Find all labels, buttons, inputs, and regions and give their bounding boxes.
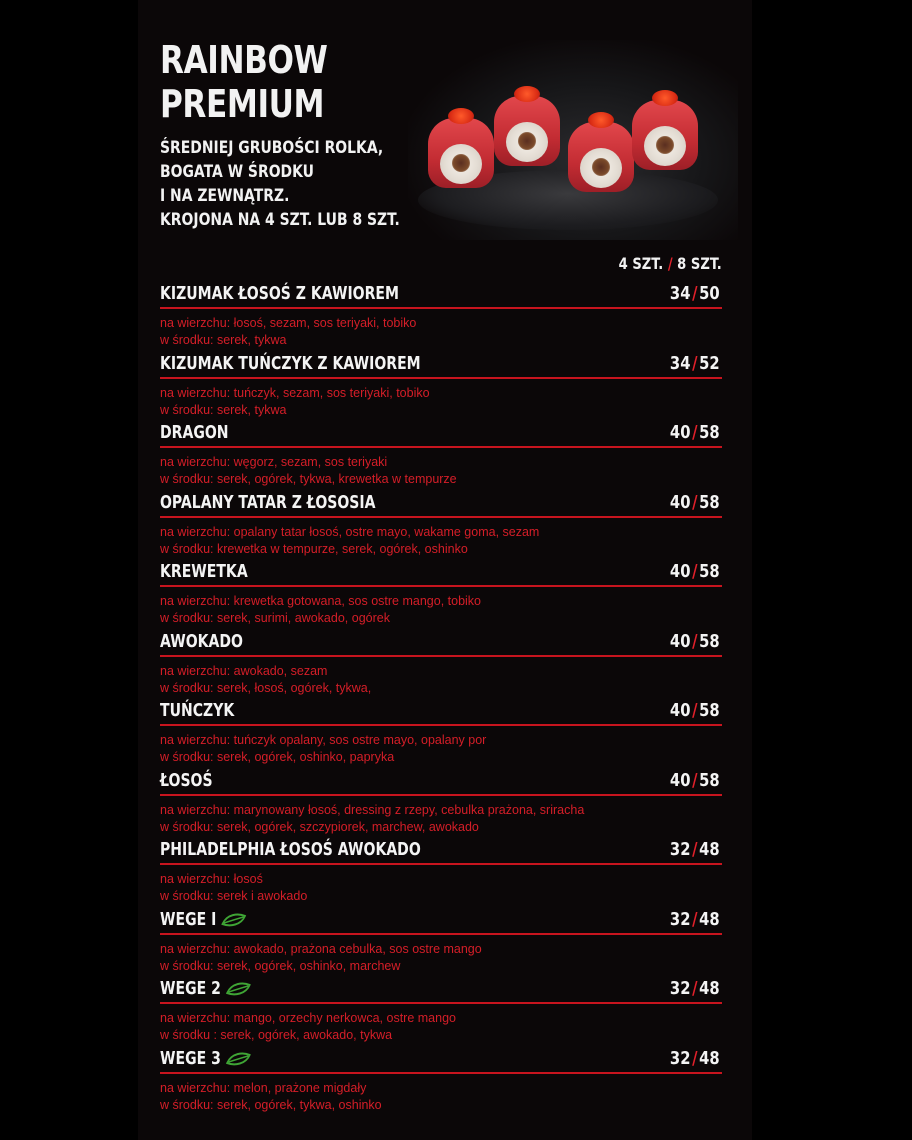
menu-item <box>160 282 722 352</box>
menu-item-name <box>160 1048 252 1070</box>
price-large: 48 <box>699 978 720 999</box>
menu-item <box>160 977 722 1047</box>
price-small: 40 <box>670 491 691 513</box>
menu-item-header <box>160 630 722 657</box>
filling-text: w środku: serek, łosoś, ogórek, tykwa, <box>160 680 372 695</box>
topping-text: na wierzchu: łosoś <box>160 872 263 886</box>
menu-item-name <box>160 631 243 653</box>
filling-text: w środku: serek, ogórek, oshinko, marchew <box>160 958 401 973</box>
menu-item <box>160 491 722 561</box>
price-small: 40 <box>670 561 691 582</box>
price-separator: / <box>692 561 698 582</box>
topping-text: na wierzchu: łosoś, sezam, sos teriyaki, tobiko <box>160 316 417 330</box>
menu-item-description <box>160 1080 722 1114</box>
menu-item-name <box>160 909 248 931</box>
menu-item <box>160 1047 722 1117</box>
price-small: 34 <box>670 283 691 304</box>
menu-item-header <box>160 769 722 796</box>
menu-item-description <box>160 593 722 627</box>
portion-sizes-header <box>619 254 722 273</box>
menu-item-header <box>160 977 722 1004</box>
filling-text: w środku: serek, tykwa <box>160 402 287 417</box>
menu-item <box>160 560 722 630</box>
menu-item-name-text: ŁOSOŚ <box>160 769 213 791</box>
price-small: 40 <box>670 422 691 443</box>
menu-item-name <box>160 283 399 305</box>
menu-item-description <box>160 802 722 836</box>
menu-item-name <box>160 422 229 444</box>
leaf-icon <box>221 912 248 928</box>
menu-item-price <box>670 700 720 722</box>
menu-item-header <box>160 491 722 518</box>
price-large: 58 <box>699 491 720 513</box>
price-separator: / <box>692 700 698 721</box>
menu-item-price <box>670 353 720 375</box>
filling-text: w środku: serek, ogórek, oshinko, papryka <box>160 750 395 764</box>
filling-text: w środku: krewetka w tempurze, serek, ogórek, oshinko <box>160 541 468 556</box>
topping-text: na wierzchu: krewetka gotowana, sos ostre mango, tobiko <box>160 594 482 608</box>
menu-item-price <box>670 631 720 653</box>
menu-item-description <box>160 524 722 558</box>
leaf-icon <box>226 1051 253 1067</box>
menu-item-description <box>160 454 722 488</box>
topping-text: na wierzchu: tuńczyk opalany, sos ostre mayo, opalany por <box>160 733 487 747</box>
price-large: 58 <box>699 422 720 443</box>
filling-text: w środku: serek, ogórek, tykwa, krewetka w tempurze <box>160 472 457 486</box>
filling-text: w środku: serek, ogórek, szczypiorek, marchew, awokado <box>160 819 479 834</box>
menu-item-header <box>160 699 722 726</box>
price-separator: / <box>692 769 698 791</box>
menu-item-price <box>670 978 720 1000</box>
menu-item <box>160 699 722 769</box>
price-separator: / <box>692 839 698 860</box>
menu-item-price <box>670 909 720 931</box>
size-separator: / <box>668 254 673 273</box>
menu-item-name-text: KIZUMAK ŁOSOŚ Z KAWIOREM <box>160 283 399 304</box>
title-line-2: PREMIUM <box>160 82 325 126</box>
menu-item-price <box>670 770 720 792</box>
price-small: 40 <box>670 700 691 721</box>
menu-item-name-text: DRAGON <box>160 422 229 443</box>
price-separator: / <box>692 1047 698 1069</box>
filling-text: w środku: serek, tykwa <box>160 333 287 347</box>
sushi-roll <box>568 112 634 192</box>
price-small: 40 <box>670 769 691 791</box>
topping-text: na wierzchu: melon, prażone migdały <box>160 1080 367 1095</box>
topping-text: na wierzchu: węgorz, sezam, sos teriyaki <box>160 455 388 469</box>
menu-item <box>160 769 722 839</box>
menu-item-header <box>160 421 722 448</box>
price-separator: / <box>692 491 698 513</box>
price-separator: / <box>692 978 698 999</box>
leaf-icon <box>226 981 253 997</box>
menu-item <box>160 908 722 978</box>
price-large: 58 <box>699 630 720 652</box>
price-large: 50 <box>699 283 720 304</box>
price-small: 34 <box>670 352 691 374</box>
menu-item-name <box>160 978 252 1000</box>
menu-item-header <box>160 838 722 865</box>
filling-text: w środku: serek, surimi, awokado, ogórek <box>160 611 390 625</box>
menu-page <box>138 0 752 1140</box>
menu-item-header <box>160 282 722 309</box>
menu-item-header <box>160 1047 722 1074</box>
menu-item-name-text: AWOKADO <box>160 630 243 652</box>
menu-item <box>160 352 722 422</box>
menu-item-name-text: WEGE 3 <box>160 1047 221 1069</box>
filling-text: w środku: serek, ogórek, tykwa, oshinko <box>160 1097 382 1112</box>
menu-item-name-text: WEGE I <box>160 908 217 930</box>
price-separator: / <box>692 352 698 374</box>
sushi-roll <box>494 86 560 166</box>
menu-item-price <box>670 561 720 583</box>
price-separator: / <box>692 283 698 304</box>
menu-item-description <box>160 385 722 419</box>
menu-item-name <box>160 700 234 722</box>
menu-item-name-text: WEGE 2 <box>160 978 221 999</box>
size-small: 4 SZT. <box>618 254 664 273</box>
sushi-roll <box>428 108 494 188</box>
sushi-photo <box>408 40 738 240</box>
price-large: 52 <box>699 352 720 374</box>
topping-text: na wierzchu: tuńczyk, sezam, sos teriyaki, tobiko <box>160 385 430 400</box>
topping-text: na wierzchu: awokado, prażona cebulka, sos ostre mango <box>160 941 482 956</box>
title-line-1: RAINBOW <box>160 38 328 82</box>
menu-item-name-text: OPALANY TATAR Z ŁOSOSIA <box>160 491 376 513</box>
subtitle-line-1: ŚREDNIEJ GRUBOŚCI ROLKA, <box>160 138 384 158</box>
menu-item-name <box>160 561 248 583</box>
topping-text: na wierzchu: marynowany łosoś, dressing z rzepy, cebulka prażona, sriracha <box>160 802 585 817</box>
menu-item-description <box>160 871 722 905</box>
size-large: 8 SZT. <box>677 254 722 273</box>
menu-item-name-text: KREWETKA <box>160 561 248 582</box>
menu-item-description <box>160 1010 722 1044</box>
price-small: 32 <box>670 978 691 999</box>
menu-item-header <box>160 908 722 935</box>
menu-item-description <box>160 315 722 349</box>
menu-item-name <box>160 770 213 792</box>
price-large: 58 <box>699 700 720 721</box>
menu-item-name-text: KIZUMAK TUŃCZYK Z KAWIOREM <box>160 352 421 374</box>
menu-item-name-text: TUŃCZYK <box>160 700 235 721</box>
price-large: 58 <box>699 769 720 791</box>
menu-item-header <box>160 352 722 379</box>
menu-item-name-text: PHILADELPHIA ŁOSOŚ AWOKADO <box>160 839 421 860</box>
price-large: 48 <box>699 1047 720 1069</box>
topping-text: na wierzchu: opalany tatar łosoś, ostre mayo, wakame goma, sezam <box>160 524 540 539</box>
menu-items-list <box>160 282 722 1116</box>
subtitle-line-4: KROJONA NA 4 SZT. LUB 8 SZT. <box>160 210 400 230</box>
menu-item-price <box>670 283 720 305</box>
menu-item-name <box>160 492 376 514</box>
filling-text: w środku : serek, ogórek, awokado, tykwa <box>160 1028 393 1042</box>
price-small: 40 <box>670 630 691 652</box>
menu-item-name <box>160 353 421 375</box>
price-separator: / <box>692 630 698 652</box>
topping-text: na wierzchu: mango, orzechy nerkowca, ostre mango <box>160 1011 456 1025</box>
menu-item-description <box>160 663 722 697</box>
menu-item <box>160 421 722 491</box>
menu-item <box>160 630 722 700</box>
price-large: 48 <box>699 839 720 860</box>
menu-item-description <box>160 732 722 766</box>
menu-item-price <box>670 1048 720 1070</box>
menu-item-header <box>160 560 722 587</box>
subtitle-line-2: BOGATA W ŚRODKU <box>160 162 314 182</box>
price-small: 32 <box>670 1047 691 1069</box>
price-separator: / <box>692 908 698 930</box>
price-small: 32 <box>670 908 691 930</box>
menu-title <box>160 38 328 126</box>
price-small: 32 <box>670 839 691 860</box>
price-large: 58 <box>699 561 720 582</box>
menu-item-name <box>160 839 421 861</box>
topping-text: na wierzchu: awokado, sezam <box>160 663 328 678</box>
menu-item-price <box>670 839 720 861</box>
price-separator: / <box>692 422 698 443</box>
menu-item-price <box>670 492 720 514</box>
menu-item-description <box>160 941 722 975</box>
sushi-roll <box>632 90 698 170</box>
price-large: 48 <box>699 908 720 930</box>
menu-subtitle <box>160 136 400 232</box>
subtitle-line-3: I NA ZEWNĄTRZ. <box>160 186 290 206</box>
filling-text: w środku: serek i awokado <box>160 889 308 903</box>
menu-item-price <box>670 422 720 444</box>
menu-item <box>160 838 722 908</box>
